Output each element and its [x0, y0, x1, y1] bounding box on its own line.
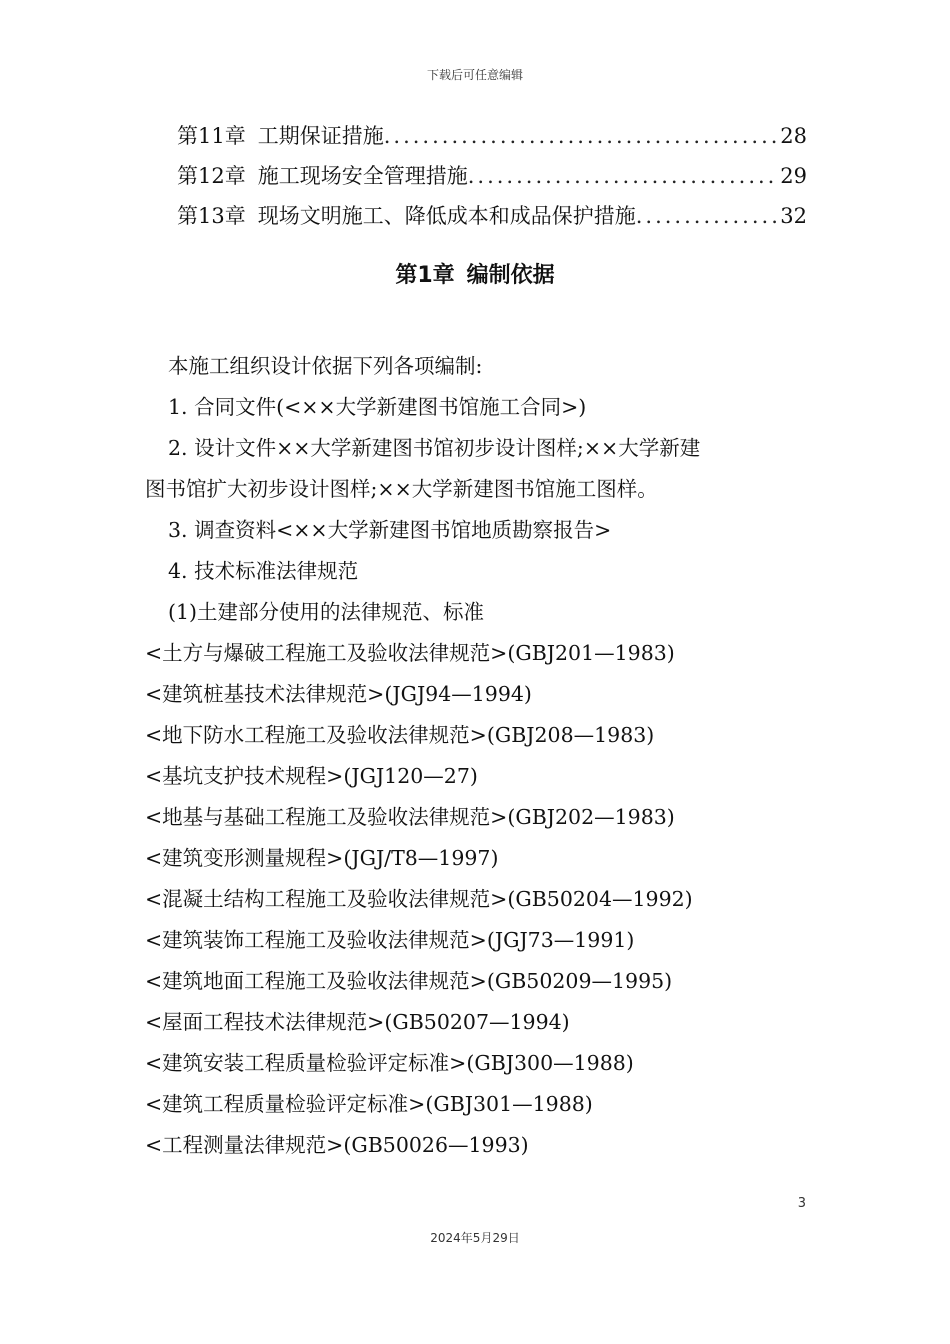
table-of-contents [177, 116, 807, 236]
chapter-title: 编制依据 [466, 263, 555, 288]
standard-item: <混凝土结构工程施工及验收法律规范>(GB50204—1992) [145, 887, 693, 911]
list-item: 2. 设计文件××大学新建图书馆初步设计图样;××大学新建 [168, 436, 701, 460]
chapter-heading [0, 258, 950, 294]
toc-page-number: 28 [780, 124, 807, 148]
toc-page-number: 29 [780, 164, 807, 188]
standard-item: <土方与爆破工程施工及验收法律规范>(GBJ201—1983) [145, 641, 675, 665]
standard-item: <建筑变形测量规程>(JGJ/T8—1997) [145, 846, 499, 870]
toc-chapter-number: 第13章 [177, 204, 246, 228]
standard-item: <地基与基础工程施工及验收法律规范>(GBJ202—1983) [145, 805, 675, 829]
toc-entry[interactable] [177, 156, 807, 196]
toc-title: 工期保证措施 [257, 124, 384, 148]
toc-entry[interactable] [177, 116, 807, 156]
list-item: 4. 技术标准法律规范 [168, 559, 359, 583]
page-number: 3 [797, 1196, 806, 1211]
footer-date: 2024年5月29日 [430, 1231, 520, 1245]
toc-entry[interactable] [177, 196, 807, 236]
standard-item: <建筑桩基技术法律规范>(JGJ94—1994) [145, 682, 532, 706]
toc-chapter-number: 第12章 [177, 164, 246, 188]
standard-item: <建筑地面工程施工及验收法律规范>(GB50209—1995) [145, 969, 673, 993]
standard-item: <工程测量法律规范>(GB50026—1993) [145, 1133, 529, 1157]
intro-paragraph: 本施工组织设计依据下列各项编制: [168, 354, 483, 378]
standard-item: <屋面工程技术法律规范>(GB50207—1994) [145, 1010, 570, 1034]
list-item: 1. 合同文件(<××大学新建图书馆施工合同>) [168, 395, 587, 419]
header-note: 下载后可任意编辑 [426, 68, 523, 82]
list-item-continuation: 图书馆扩大初步设计图样;××大学新建图书馆施工图样。 [145, 477, 658, 501]
chapter-number: 第1章 [395, 263, 455, 288]
standard-item: <地下防水工程施工及验收法律规范>(GBJ208—1983) [145, 723, 655, 747]
standard-item: <建筑装饰工程施工及验收法律规范>(JGJ73—1991) [145, 928, 635, 952]
toc-title: 现场文明施工、降低成本和成品保护措施 [257, 204, 636, 228]
toc-leader-dots [384, 116, 779, 156]
list-item: 3. 调查资料<××大学新建图书馆地质勘察报告> [168, 518, 612, 542]
standard-item: <基坑支护技术规程>(JGJ120—27) [145, 764, 478, 788]
sub-heading: (1)土建部分使用的法律规范、标准 [168, 600, 485, 624]
standard-item: <建筑安装工程质量检验评定标准>(GBJ300—1988) [145, 1051, 634, 1075]
toc-page-number: 32 [780, 204, 807, 228]
toc-leader-dots [468, 156, 779, 196]
toc-chapter-number: 第11章 [177, 124, 246, 148]
toc-leader-dots [636, 196, 779, 236]
standard-item: <建筑工程质量检验评定标准>(GBJ301—1988) [145, 1092, 593, 1116]
toc-title: 施工现场安全管理措施 [257, 164, 468, 188]
body-text [145, 346, 805, 1166]
